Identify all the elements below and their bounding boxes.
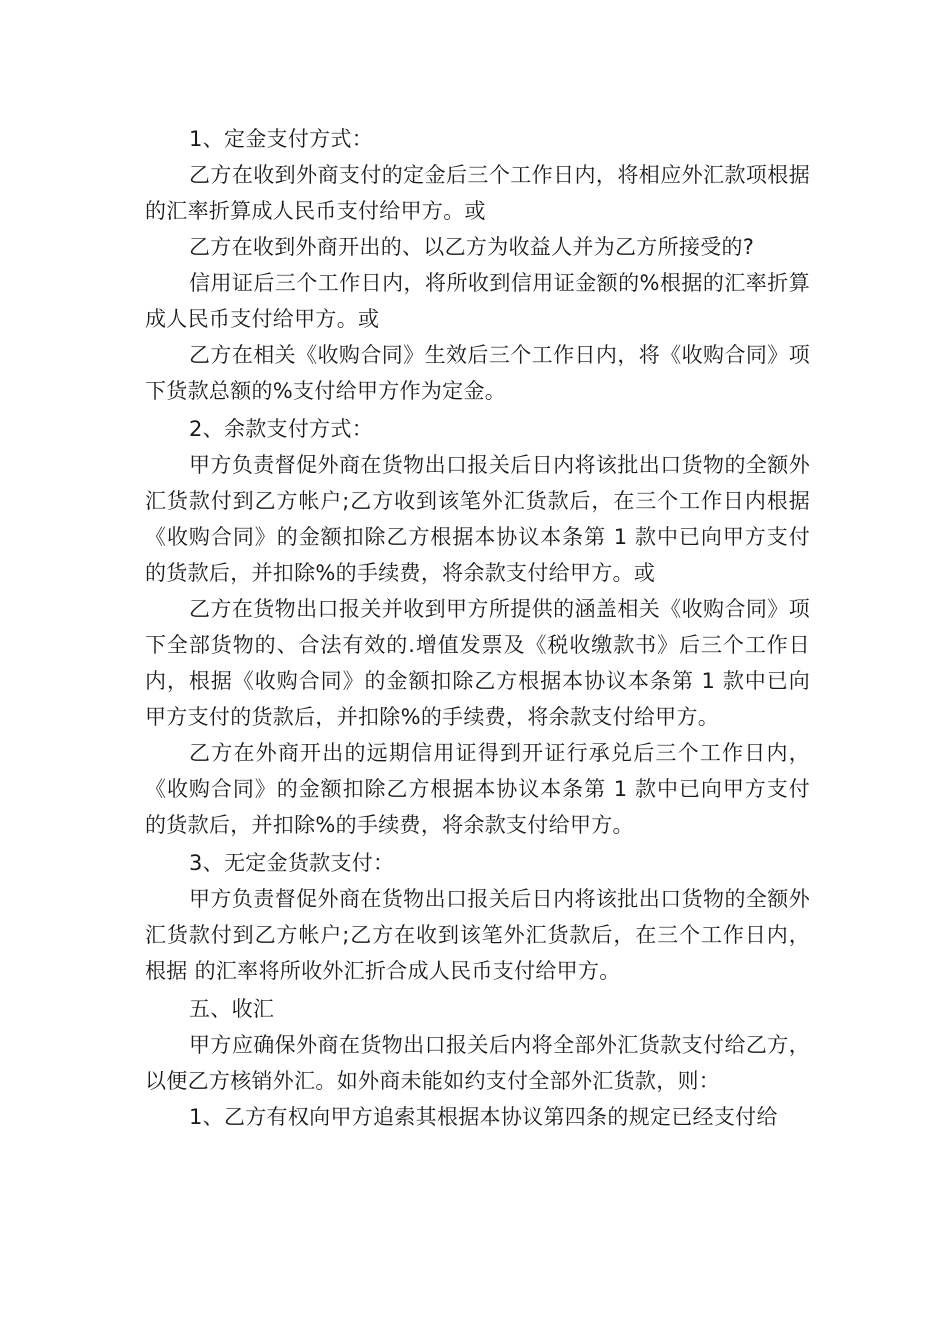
paragraph: 信用证后三个工作日内，将所收到信用证金额的%根据的汇率折算成人民币支付给甲方。或 [145, 271, 810, 331]
section-heading-deposit-payment: 1、定金支付方式： [189, 127, 374, 151]
document-body [145, 119, 810, 1135]
paragraph: 乙方在收到外商支付的定金后三个工作日内，将相应外汇款项根据 的汇率折算成人民币支付给甲方。或 [145, 163, 810, 223]
section-heading-balance-payment: 2、余款支付方式： [189, 417, 374, 441]
paragraph: 1、乙方有权向甲方追索其根据本协议第四条的规定已经支付给 [189, 1105, 778, 1129]
paragraph: 乙方在相关《收购合同》生效后三个工作日内，将《收购合同》项下货款总额的%支付给甲方作为定金。 [145, 343, 810, 403]
paragraph: 乙方在收到外商开出的、以乙方为收益人并为乙方所接受的? [189, 235, 755, 259]
paragraph: 甲方负责督促外商在货物出口报关后日内将该批出口货物的全额外汇货款付到乙方帐户;乙方收到该笔外汇货款后，在三个工作日内根据《收购合同》的金额扣除乙方根据本协议本条第 1 款中已向甲方支付的货款后，并扣除%的手续费，将余款支付给甲方。或 [145, 453, 810, 585]
paragraph: 乙方在货物出口报关并收到甲方所提供的涵盖相关《收购合同》项下全部货物的、合法有效的.增值发票及《税收缴款书》后三个工作日内，根据《收购合同》的金额扣除乙方根据本协议本条第 1 款中已向甲方支付的货款后，并扣除%的手续费，将余款支付给甲方。 [145, 597, 810, 729]
section-heading-collection: 五、收汇 [189, 997, 275, 1021]
section-heading-no-deposit-payment: 3、无定金货款支付： [189, 851, 395, 875]
paragraph: 甲方应确保外商在货物出口报关后内将全部外汇货款支付给乙方，以便乙方核销外汇。如外商未能如约支付全部外汇货款，则： [145, 1033, 810, 1093]
paragraph: 甲方负责督促外商在货物出口报关后日内将该批出口货物的全额外汇货款付到乙方帐户;乙方在收到该笔外汇货款后，在三个工作日内，根据 的汇率将所收外汇折合成人民币支付给甲方。 [145, 887, 810, 983]
paragraph: 乙方在外商开出的远期信用证得到开证行承兑后三个工作日内，《收购合同》的金额扣除乙方根据本协议本条第 1 款中已向甲方支付的货款后，并扣除%的手续费，将余款支付给甲方。 [145, 741, 810, 837]
